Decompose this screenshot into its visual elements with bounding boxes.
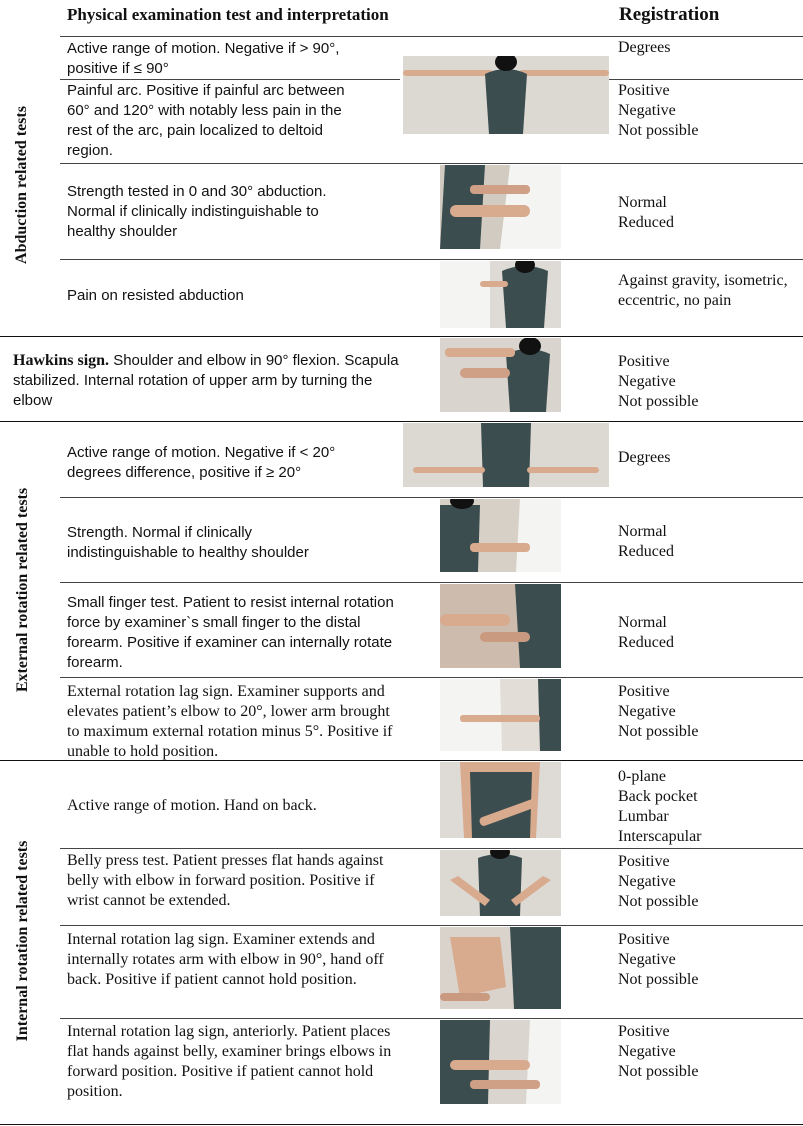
registration-value: Positive Negative Not possible (618, 853, 699, 910)
photo-internal-rotation-lag (440, 927, 561, 1009)
photo-belly-press (440, 850, 561, 916)
test-description: Painful arc. Positive if painful arc between 60° and 120° with notably less pain in the rest of the arc, pain localized to deltoid region. (67, 82, 345, 159)
rule (0, 1124, 803, 1125)
test-description: External rotation lag sign. Examiner supports and elevates patient’s elbow to 20°, lower arm brought to maximum external rotation minus 5°. Positive if unable to hold position. (67, 683, 393, 760)
photo-hand-on-back (440, 762, 561, 838)
registration-value: 0-plane Back pocket Lumbar Interscapular (618, 768, 702, 845)
photo-internal-rotation-lag-anterior (440, 1020, 561, 1104)
registration-value: Degrees (618, 449, 671, 466)
test-description: Strength tested in 0 and 30° abduction. Normal if clinically indistinguishable to healthy shoulder (67, 183, 327, 240)
registration-value: Degrees (618, 39, 671, 56)
test-description: Active range of motion. Negative if < 20° degrees difference, positive if ≥ 20° (67, 444, 336, 481)
registration-value: Positive Negative Not possible (618, 82, 699, 139)
registration-value: Positive Negative Not possible (618, 1023, 699, 1080)
group-label-abduction: Abduction related tests (13, 106, 30, 264)
rule (60, 79, 400, 80)
group-label-external-rotation: External rotation related tests (14, 487, 31, 693)
rule (60, 163, 803, 164)
registration-value: Positive Negative Not possible (618, 931, 699, 988)
photo-external-rotation-rom (403, 423, 609, 487)
hawkins-title: Hawkins sign. (13, 352, 110, 369)
registration-value: Positive Negative Not possible (618, 683, 699, 740)
registration-value: Normal Reduced (618, 614, 674, 651)
test-description: Strength. Normal if clinically indistinguishable to healthy shoulder (67, 524, 309, 561)
hawkins-text: Shoulder and elbow in 90° flexion. Scapula stabilized. Internal rotation of upper arm by turning the elbow (13, 352, 399, 409)
test-description: Small finger test. Patient to resist internal rotation force by examiner`s small finger to the distal forearm. Positive if examiner can internally rotate forearm. (67, 594, 394, 671)
photo-external-rotation-lag (440, 679, 561, 751)
photo-hawkins-sign (440, 338, 561, 412)
registration-value: Against gravity, isometric, eccentric, no pain (618, 272, 788, 309)
header-test-column: Physical examination test and interpretation (67, 5, 389, 24)
rule (60, 259, 803, 260)
photo-abduction-strength (440, 165, 561, 249)
photo-resisted-abduction (440, 261, 561, 328)
rule (60, 848, 803, 849)
test-description: Active range of motion. Negative if > 90°, positive if ≤ 90° (67, 40, 340, 77)
rule (0, 336, 803, 337)
registration-value: Normal Reduced (618, 194, 674, 231)
test-description: Internal rotation lag sign, anteriorly. Patient places flat hands against belly, examiner brings elbows in forward position. Positive if patient cannot hold position. (67, 1023, 392, 1100)
test-description: Internal rotation lag sign. Examiner extends and internally rotates arm with elbow in 90°, hand off back. Positive if patient cannot hold position. (67, 931, 384, 988)
registration-value: Normal Reduced (618, 523, 674, 560)
rule (0, 421, 803, 422)
rule (60, 1018, 803, 1019)
photo-external-rotation-strength (440, 499, 561, 572)
rule (600, 79, 803, 80)
test-description: Pain on resisted abduction (67, 287, 244, 304)
photo-small-finger-test (440, 584, 561, 668)
test-description: Active range of motion. Hand on back. (67, 797, 317, 814)
group-label-internal-rotation: Internal rotation related tests (14, 840, 31, 1042)
rule (60, 497, 803, 498)
hawkins-description (13, 351, 413, 411)
rule (60, 582, 803, 583)
rule (60, 677, 803, 678)
test-description: Belly press test. Patient presses flat hands against belly with elbow in forward position. Positive if wrist cannot be extended. (67, 852, 384, 909)
photo-abduction-rom (403, 56, 609, 134)
registration-value: Positive Negative Not possible (618, 353, 699, 410)
rule (60, 36, 803, 37)
rule (60, 925, 803, 926)
header-registration-column: Registration (619, 4, 720, 25)
